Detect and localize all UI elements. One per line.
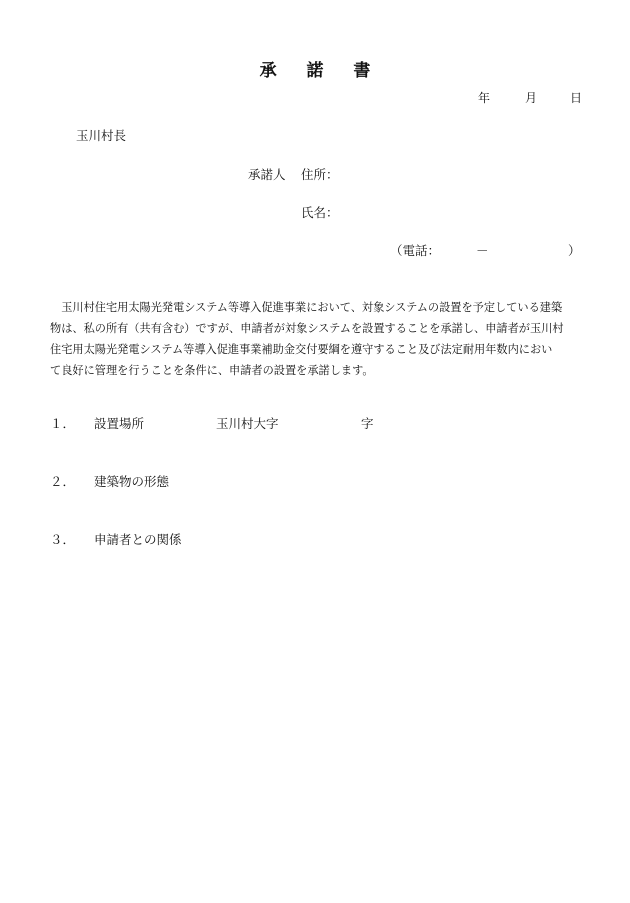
phone-label: （電話： [390,243,441,258]
location-village-label: 玉川村大字 [216,416,279,431]
consent-body-text [50,297,590,381]
date-day-label: 日 [570,91,583,105]
name-label: 氏名： [301,205,339,220]
item-2-number: ２． [50,474,76,489]
body-line: 物は、私の所有（共有含む）ですが、申請者が対象システムを設置することを承諾し、申請者が玉川村 [50,322,564,335]
body-line: 住宅用太陽光発電システム等導入促進事業補助金交付要綱を遵守すること及び法定耐用年数内におい [50,343,553,356]
item-1-label: 設置場所 [94,416,145,431]
addressee: 玉川村長 [76,128,127,143]
item-2-label: 建築物の形態 [94,474,170,489]
phone-close-paren: ） [568,243,581,258]
document-title: 承 諾 書 [259,61,383,81]
date-month-label: 月 [525,91,538,105]
body-line: て良好に管理を行うことを条件に、申請者の設置を承諾します。 [50,364,374,377]
item-3-label: 申請者との関係 [94,532,182,547]
item-3-number: ３． [50,532,76,547]
item-1-number: １． [50,416,76,431]
date-year-label: 年 [478,91,491,105]
address-label: 住所： [301,167,339,182]
location-aza-label: 字 [361,416,374,431]
phone-separator: － [476,243,489,258]
body-line: 玉川村住宅用太陽光発電システム等導入促進事業において、対象システムの設置を予定している建築 [50,301,563,314]
approver-role-label: 承諾人 [248,167,286,182]
